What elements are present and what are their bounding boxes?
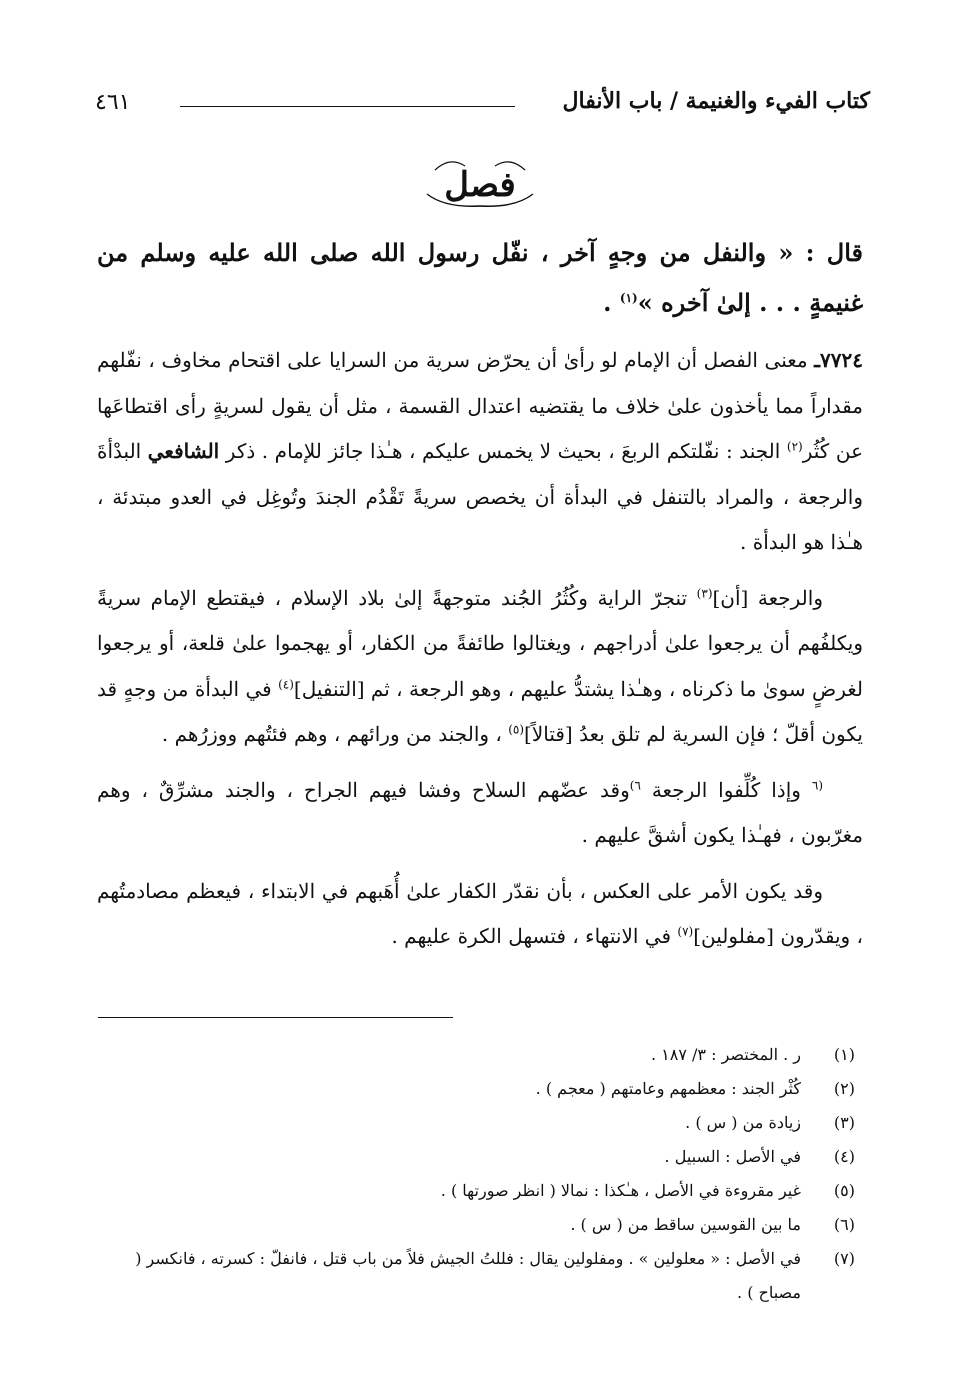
footnote-ref: (٥) <box>508 722 525 737</box>
paragraph-text: في الانتهاء ، فتسهل الكرة عليهم . <box>391 924 678 948</box>
paragraph-text: الجند : نفّلتكم الربعَ ، بحيث لا يخمس عليكم ، هـٰذا جائز للإمام . ذكر <box>219 439 787 463</box>
footnotes <box>97 1038 863 1310</box>
running-head-title: كتاب الفيء والغنيمة / باب الأنفال <box>562 88 870 114</box>
main-text <box>97 338 863 960</box>
quoted-statement-text: قال : « والنفل من وجهٍ آخر ، نفّل رسول الله صلى الله عليه وسلم من غنيمةٍ . . . إلىٰ آخره » <box>97 238 863 317</box>
paragraph-text: في البدأة من وجهٍ قد يكون أقلّ ؛ فإن السرية لم تلق بعدُ [قتالاً] <box>97 676 863 746</box>
section-ornament <box>0 150 960 212</box>
paragraph-rajaa <box>97 576 863 758</box>
page-number: ٤٦١ <box>95 90 131 115</box>
footnote-number: (٦) <box>833 1215 855 1234</box>
footnote <box>97 1174 863 1208</box>
footnote-number: (٤) <box>833 1147 855 1166</box>
paragraph-7724 <box>97 338 863 566</box>
footnote <box>97 1106 863 1140</box>
footnote-number: (١) <box>833 1045 855 1064</box>
paragraph-text: ، والجند من ورائهم ، وهم فئتُهم ووزرُهم . <box>161 722 509 746</box>
footnote-ref: (٣) <box>696 585 713 600</box>
section-heading: فصل <box>444 165 516 205</box>
footnote-text: زيادة من ( س ) . <box>685 1113 801 1132</box>
footnote <box>97 1242 863 1310</box>
quoted-statement-end: . <box>603 288 620 317</box>
paragraph-text: معنى الفصل أن الإمام لو رأىٰ أن يحرّض سرية من السرايا على اقتحام مخاوف ، نفّلهم مقداراً مما يأخذون علىٰ خلاف ما يقتضيه اعتدال القسمة ، مثل أن يقول لسريةٍ رأى اقتطاعَها عن كُثُر <box>97 348 863 463</box>
footnote-text: ما بين القوسين ساقط من ( س ) . <box>570 1215 801 1234</box>
footnote <box>97 1208 863 1242</box>
running-head <box>95 88 870 122</box>
footnote-number: (٧) <box>833 1249 855 1268</box>
footnote-ref: (٢) <box>786 439 803 454</box>
shafii-name: الشافعي <box>147 439 220 463</box>
footnote-number: (٥) <box>833 1181 855 1200</box>
paragraph-kullifu <box>97 768 863 859</box>
footnote <box>97 1038 863 1072</box>
footnote-number: (٢) <box>833 1079 855 1098</box>
paragraph-text: وقد يكون الأمر على العكس ، بأن نقدّر الكفار علىٰ أُهَبهم في الابتداء ، فيعظم مصادمتُهم ، ويقدّرون [مفلولين] <box>97 878 863 948</box>
footnote-text: ر . المختصر : ٣/ ١٨٧ . <box>650 1045 801 1064</box>
footnote-text: في الأصل : « معلولين » . ومفلولين يقال : فللتُ الجيش فلاً من باب قتل ، فانفلّ : كسرته ، فانكسر ( مصباح ) . <box>135 1249 801 1302</box>
footnote-text: في الأصل : السبيل . <box>664 1147 801 1166</box>
paragraph-text: البدْأةَ والرجعة ، والمراد بالتنفل في البدأة أن يخصص سريةً تَقْدُم الجندَ وتُوغِل في العدو مبتدئة ، هـٰذا هو البدأة . <box>97 439 863 554</box>
quoted-statement <box>97 228 863 328</box>
footnote-ref: (٤) <box>278 676 294 691</box>
footnote <box>97 1072 863 1106</box>
footnote-ref: ٦) <box>629 777 641 792</box>
running-head-rule <box>180 106 515 107</box>
fasl-calligraphy-icon <box>415 150 545 212</box>
footnote-ref: (٧) <box>677 924 694 939</box>
footnote-ref: (١) <box>619 291 638 305</box>
paragraph-text: والرجعة [أن] <box>712 585 823 610</box>
paragraph-text: وقد عضّهم السلاح وفشا فيهم الجراح ، والجند مشرِّقٌ ، وهم مغرّبون ، فهـٰذا يكون أشقَّ عليهم . <box>97 777 863 847</box>
footnote <box>97 1140 863 1174</box>
footnote-text: كُثْر الجند : معظمهم وعامتهم ( معجم ) . <box>535 1079 801 1098</box>
paragraph-text: وإذا كُلِّفوا الرجعة <box>640 777 812 802</box>
footnote-number: (٣) <box>833 1113 855 1132</box>
footnote-ref: (٦ <box>811 777 823 792</box>
footnote-text: غير مقروءة في الأصل ، هـٰكذا : نمالا ( انظر صورتها ) . <box>440 1181 801 1200</box>
paragraph-aks <box>97 869 863 960</box>
paragraph-number: ٧٧٢٤ـ <box>814 348 863 372</box>
paragraph-text: تنجرّ الراية وكُثُرُ الجُند متوجهةً إلىٰ بلاد الإسلام ، فيقتطع الإمام سريةً ويكلفُهم أن يرجعوا علىٰ أدراجهم ، ويغتالوا طائفةً من الكفار، أو يهجموا علىٰ قلعة، أو يرجعوا لغرضٍ سوىٰ ما ذكرناه ، وهـٰذا يشتدُّ عليهم ، وهو الرجعة ، ثم [التنفيل] <box>97 585 863 701</box>
footnote-separator <box>98 1017 453 1018</box>
